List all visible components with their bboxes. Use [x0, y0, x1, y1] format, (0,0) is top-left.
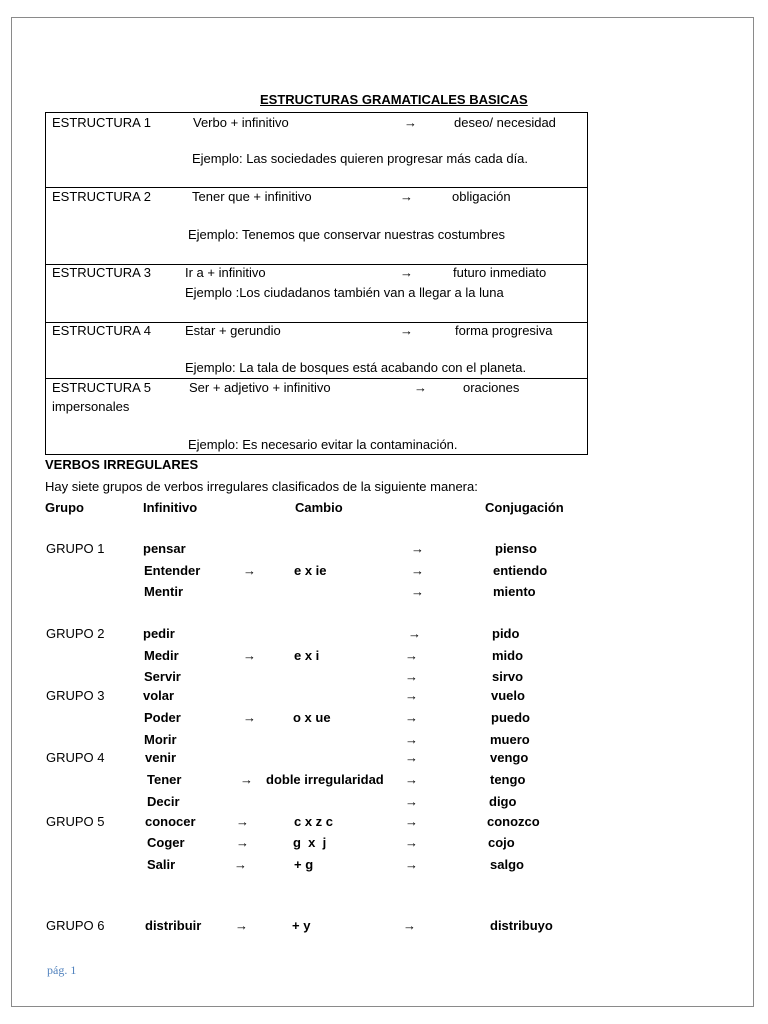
arrow-icon: →: [243, 710, 256, 725]
verb-infinitive: Morir: [144, 732, 177, 747]
verb-conjugation: miento: [493, 584, 536, 599]
arrow-icon: →: [400, 323, 413, 338]
arrow-icon: →: [243, 563, 256, 578]
arrow-icon: →: [405, 857, 418, 872]
arrow-icon: →: [405, 794, 418, 809]
arrow-icon: →: [400, 265, 413, 280]
section-intro: Hay siete grupos de verbos irregulares clasificados de la siguiente manera:: [45, 479, 478, 494]
structure-meaning: forma progresiva: [455, 323, 553, 338]
verb-conjugation: conozco: [487, 814, 540, 829]
verb-change: e x ie: [294, 563, 327, 578]
arrow-icon: →: [404, 115, 417, 130]
verb-infinitive: Decir: [147, 794, 180, 809]
verb-infinitive: venir: [145, 750, 177, 765]
arrow-icon: →: [405, 814, 418, 829]
arrow-icon: →: [235, 918, 248, 933]
structure-label: ESTRUCTURA 5: [52, 380, 151, 395]
structure-example: Ejemplo: Es necesario evitar la contaminación.: [188, 437, 458, 452]
structure-label-line2: impersonales: [52, 399, 130, 414]
verb-conjugation: vuelo: [491, 688, 525, 703]
arrow-icon: →: [405, 688, 418, 703]
verb-conjugation: cojo: [488, 835, 515, 850]
arrow-icon: →: [403, 918, 416, 933]
arrow-icon: →: [411, 584, 424, 599]
group-label: GRUPO 4: [46, 750, 105, 765]
page-number: pág. 1: [47, 963, 77, 977]
verb-change: doble irregularidad: [266, 772, 384, 787]
group-label: GRUPO 1: [46, 541, 105, 556]
arrow-icon: →: [405, 750, 418, 765]
arrow-icon: →: [405, 648, 418, 663]
arrow-icon: →: [411, 541, 424, 556]
structure-formula: Verbo + infinitivo: [193, 115, 289, 130]
group-label: GRUPO 5: [46, 814, 105, 829]
arrow-icon: →: [234, 857, 247, 872]
column-header-change: Cambio: [295, 500, 343, 515]
verb-conjugation: puedo: [491, 710, 530, 725]
verb-change: c x z c: [294, 814, 334, 829]
verb-infinitive: Medir: [144, 648, 179, 663]
verb-infinitive: distribuir: [145, 918, 202, 933]
verb-change: + y: [292, 918, 311, 933]
verb-infinitive: Servir: [144, 669, 181, 684]
arrow-icon: →: [405, 669, 418, 684]
structure-label: ESTRUCTURA 2: [52, 189, 151, 204]
arrow-icon: →: [414, 380, 427, 395]
verb-conjugation: muero: [490, 732, 530, 747]
verb-conjugation: tengo: [490, 772, 526, 787]
section-heading: VERBOS IRREGULARES: [45, 457, 199, 472]
structure-label: ESTRUCTURA 4: [52, 323, 151, 338]
verb-infinitive: conocer: [145, 814, 196, 829]
verb-infinitive: pedir: [143, 626, 175, 641]
verb-change: e x i: [294, 648, 320, 663]
structure-formula: Estar + gerundio: [185, 323, 281, 338]
verb-infinitive: Entender: [144, 563, 201, 578]
verb-infinitive: pensar: [143, 541, 186, 556]
structure-label: ESTRUCTURA 1: [52, 115, 151, 130]
structure-example: Ejemplo :Los ciudadanos también van a llegar a la luna: [185, 285, 504, 300]
group-label: GRUPO 2: [46, 626, 105, 641]
verb-infinitive: Poder: [144, 710, 181, 725]
page-title: ESTRUCTURAS GRAMATICALES BASICAS: [260, 92, 528, 107]
verb-conjugation: distribuyo: [490, 918, 553, 933]
verb-conjugation: vengo: [490, 750, 529, 765]
verb-infinitive: Salir: [147, 857, 176, 872]
structure-meaning: oraciones: [463, 380, 520, 395]
verb-conjugation: pienso: [495, 541, 537, 556]
verb-change: o x ue: [293, 710, 331, 725]
verb-conjugation: sirvo: [492, 669, 524, 684]
arrow-icon: →: [236, 814, 249, 829]
arrow-icon: →: [405, 835, 418, 850]
verb-change: + g: [294, 857, 314, 872]
structure-formula: Ir a + infinitivo: [185, 265, 266, 280]
verb-conjugation: mido: [492, 648, 524, 663]
verb-infinitive: Tener: [147, 772, 182, 787]
arrow-icon: →: [405, 710, 418, 725]
structure-formula: Tener que + infinitivo: [192, 189, 312, 204]
verb-conjugation: entiendo: [493, 563, 548, 578]
structure-example: Ejemplo: Las sociedades quieren progresar más cada día.: [192, 151, 529, 166]
verb-change: g x j: [293, 835, 327, 850]
group-label: GRUPO 6: [46, 918, 105, 933]
arrow-icon: →: [408, 626, 421, 641]
column-header-infinitive: Infinitivo: [143, 500, 198, 515]
structure-meaning: obligación: [452, 189, 511, 204]
structure-label: ESTRUCTURA 3: [52, 265, 151, 280]
structure-example: Ejemplo: Tenemos que conservar nuestras costumbres: [188, 227, 505, 242]
structure-formula: Ser + adjetivo + infinitivo: [189, 380, 331, 395]
structure-example: Ejemplo: La tala de bosques está acabando con el planeta.: [185, 360, 527, 375]
arrow-icon: →: [405, 772, 418, 787]
arrow-icon: →: [411, 563, 424, 578]
arrow-icon: →: [400, 189, 413, 204]
arrow-icon: →: [243, 648, 256, 663]
arrow-icon: →: [405, 732, 418, 747]
verb-infinitive: Coger: [147, 835, 185, 850]
verb-conjugation: pido: [492, 626, 520, 641]
column-header-group: Grupo: [45, 500, 84, 515]
verb-infinitive: Mentir: [144, 584, 183, 599]
verb-conjugation: digo: [489, 794, 517, 809]
verb-conjugation: salgo: [490, 857, 524, 872]
verb-infinitive: volar: [143, 688, 175, 703]
structure-meaning: deseo/ necesidad: [454, 115, 556, 130]
structure-meaning: futuro inmediato: [453, 265, 547, 280]
arrow-icon: →: [236, 835, 249, 850]
column-header-conjugation: Conjugación: [485, 500, 564, 515]
group-label: GRUPO 3: [46, 688, 105, 703]
arrow-icon: →: [240, 772, 253, 787]
